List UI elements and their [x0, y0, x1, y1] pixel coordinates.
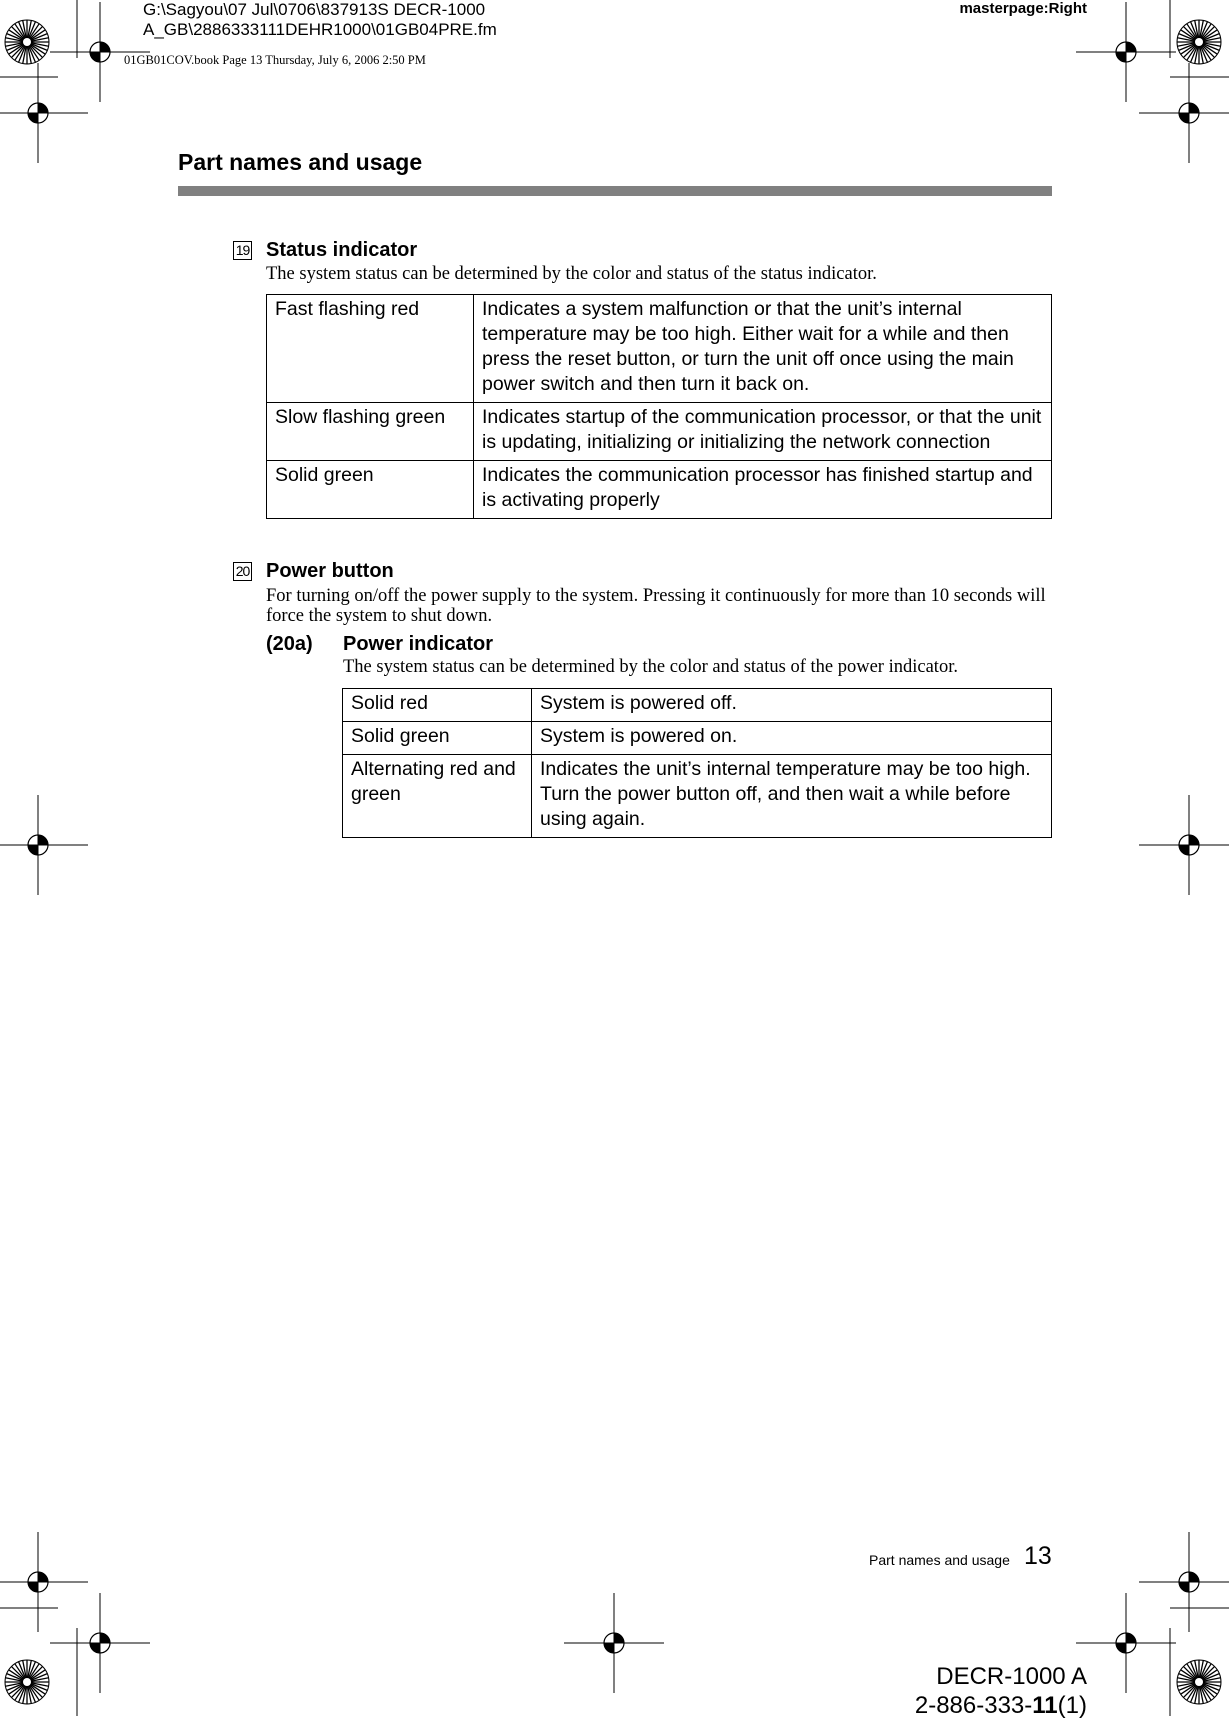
table-cell-state: Fast flashing red — [267, 295, 474, 403]
status-indicator-table — [266, 294, 1052, 519]
table-cell-state: Solid green — [267, 461, 474, 519]
table-row — [343, 689, 1052, 722]
sub-item-label: (20a) — [266, 633, 313, 655]
table-cell-meaning: Indicates the communication processor has finished startup and is activating properly — [474, 461, 1052, 519]
table-cell-meaning: System is powered on. — [532, 722, 1052, 755]
table-cell-meaning: Indicates a system malfunction or that the unit’s internal temperature may be too high. Either wait for a while and then press the reset button, or turn the unit off once using the main power switch and then turn it back on. — [474, 295, 1052, 403]
file-path-line-1: G:\Sagyou\07 Jul\0706\837913S DECR-1000 — [143, 0, 486, 19]
file-path-line-2: A_GB\2886333111DEHR1000\01GB04PRE.fm — [143, 20, 497, 39]
sub-item-title-power-indicator: Power indicator — [343, 633, 494, 655]
table-cell-meaning: System is powered off. — [532, 689, 1052, 722]
section-divider-bar — [178, 186, 1052, 196]
footer-section-name: Part names and usage — [869, 1552, 1010, 1568]
table-row — [343, 722, 1052, 755]
model-number — [915, 1662, 1087, 1720]
model-line-1: DECR-1000 A — [936, 1663, 1087, 1690]
model-code-suffix: (1) — [1057, 1692, 1087, 1719]
table-cell-state: Alternating red and green — [343, 755, 532, 838]
table-row — [267, 403, 1052, 461]
section-title: Part names and usage — [178, 149, 423, 175]
table-row — [267, 461, 1052, 519]
masterpage-label: masterpage:Right — [959, 0, 1087, 17]
table-cell-state: Slow flashing green — [267, 403, 474, 461]
model-code-prefix: 2-886-333- — [914, 1692, 1033, 1719]
item-title-power-button: Power button — [266, 560, 394, 582]
power-indicator-table — [342, 688, 1052, 838]
table-row — [343, 755, 1052, 838]
item-number-badge: 20 — [233, 562, 252, 581]
item-description: The system status can be determined by the color and status of the status indicator. — [266, 264, 877, 284]
item-description: For turning on/off the power supply to the system. Pressing it continuously for more than 10 seconds will force the system to shut down. — [266, 586, 1046, 626]
table-cell-state: Solid red — [343, 689, 532, 722]
table-row — [267, 295, 1052, 403]
page-number: 13 — [1024, 1542, 1052, 1570]
model-code-bold: 11 — [1032, 1692, 1058, 1719]
table-cell-meaning: Indicates startup of the communication processor, or that the unit is updating, initializing or initializing the network connection — [474, 403, 1052, 461]
table-cell-state: Solid green — [343, 722, 532, 755]
table-cell-meaning: Indicates the unit’s internal temperature may be too high. Turn the power button off, and then wait a while before using again. — [532, 755, 1052, 838]
item-number-badge: 19 — [233, 241, 252, 260]
book-info-line: 01GB01COV.book Page 13 Thursday, July 6, 2006 2:50 PM — [124, 53, 426, 67]
item-title-status-indicator: Status indicator — [266, 239, 418, 261]
sub-item-description: The system status can be determined by the color and status of the power indicator. — [343, 657, 958, 677]
